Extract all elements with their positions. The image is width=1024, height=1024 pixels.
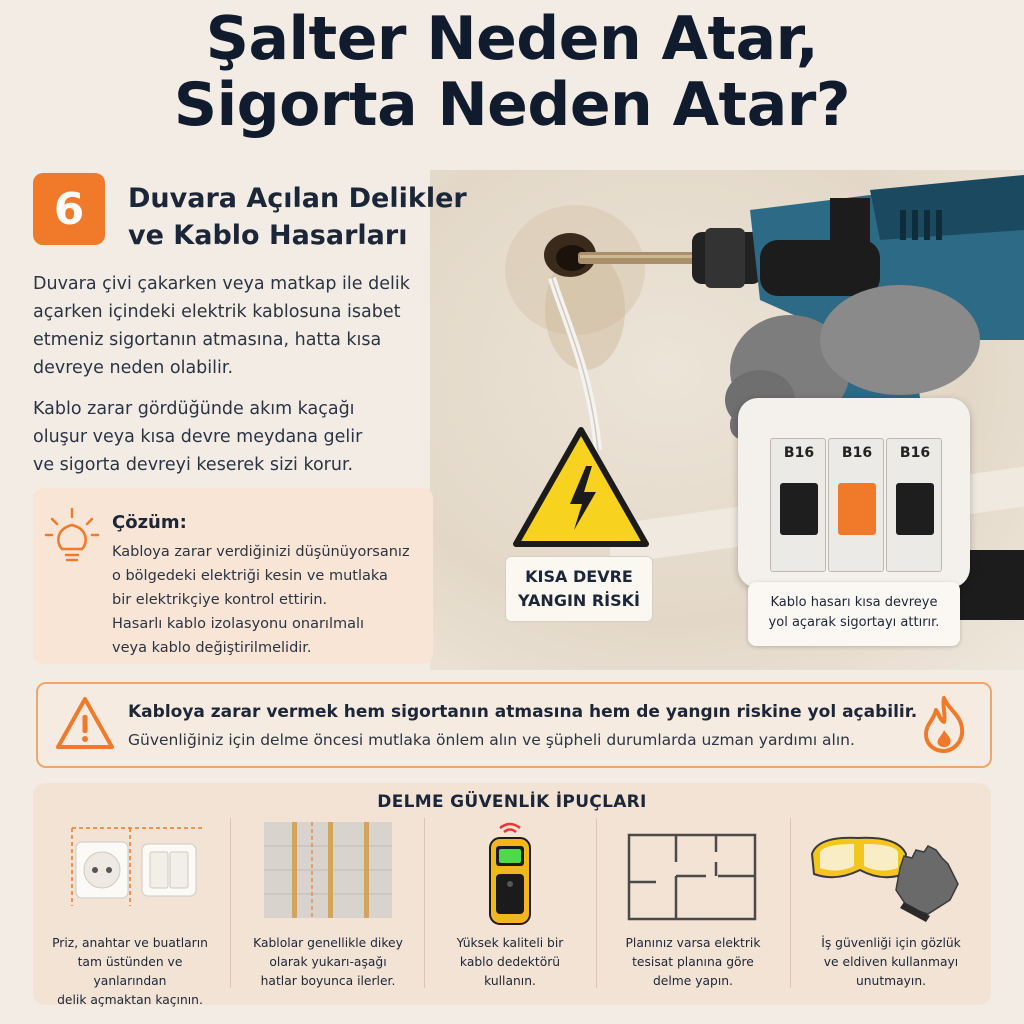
tip-line: kablo dedektörü bbox=[459, 955, 561, 969]
solution-line: Hasarlı kablo izolasyonu onarılmalı bbox=[112, 616, 365, 632]
tips-heading: DELME GÜVENLİK İPUÇLARI bbox=[377, 792, 647, 812]
breaker-1 bbox=[770, 438, 826, 572]
sign-line-1: KISA DEVRE bbox=[525, 567, 633, 586]
caption-line-2: yol açarak sigortayı attırır. bbox=[768, 615, 940, 630]
goggles-gloves-icon bbox=[808, 828, 968, 924]
caption-line-1: Kablo hasarı kısa devreye bbox=[770, 595, 938, 610]
tip-line: Kablolar genellikle dikey bbox=[253, 936, 403, 950]
second-paragraph bbox=[33, 395, 433, 479]
breaker-switch bbox=[896, 483, 934, 535]
tip-caption-1 bbox=[40, 934, 220, 1010]
section-number-badge: 6 bbox=[33, 173, 105, 245]
breaker-caption bbox=[748, 582, 960, 646]
tip-divider bbox=[230, 818, 231, 988]
cable-detector-icon bbox=[478, 818, 542, 928]
tip-line: hatlar boyunca ilerler. bbox=[260, 974, 396, 988]
paragraph-line: ve sigorta devreyi keserek sizi korur. bbox=[33, 455, 354, 475]
sign-line-2: YANGIN RİSKİ bbox=[517, 591, 641, 610]
tip-line: unutmayın. bbox=[855, 974, 927, 988]
paragraph-line: devreye neden olabilir. bbox=[33, 358, 234, 378]
breaker-label: B16 bbox=[899, 445, 931, 461]
tip-line: Planınız varsa elektrik bbox=[625, 936, 761, 950]
tip-line: kullanın. bbox=[484, 974, 536, 988]
lightbulb-icon bbox=[44, 505, 100, 569]
tip-divider bbox=[790, 818, 791, 988]
tip-caption-4 bbox=[603, 934, 783, 991]
tip-line: İş güvenliği için gözlük bbox=[821, 936, 961, 950]
socket-switch-icon bbox=[68, 820, 208, 910]
tip-line: delme yapın. bbox=[653, 974, 733, 988]
tip-line: tesisat planına göre bbox=[632, 955, 754, 969]
section-title bbox=[128, 180, 488, 254]
alert-box bbox=[36, 682, 992, 768]
solution-line: veya kablo değiştirilmelidir. bbox=[112, 640, 312, 656]
paragraph-line: Kablo zarar gördüğünde akım kaçağı bbox=[33, 399, 355, 419]
tip-caption-2 bbox=[238, 934, 418, 991]
tip-line: Priz, anahtar ve buatların bbox=[52, 936, 208, 950]
paragraph-line: etmeniz sigortanın atmasına, hatta kısa bbox=[33, 330, 382, 350]
solution-line: o bölgedeki elektriği kesin ve mutlaka bbox=[112, 568, 388, 584]
floor-plan-icon bbox=[626, 832, 758, 922]
page-title bbox=[0, 6, 1024, 138]
tip-line: tam üstünden ve yanlarından bbox=[77, 955, 183, 988]
breaker-label: B16 bbox=[841, 445, 873, 461]
solution-text bbox=[112, 540, 430, 660]
high-voltage-warning-icon bbox=[512, 426, 650, 550]
tip-line: ve eldiven kullanmayı bbox=[823, 955, 959, 969]
warning-triangle-icon bbox=[54, 695, 116, 751]
short-circuit-fire-risk-sign bbox=[505, 556, 653, 622]
solution-line: bir elektrikçiye kontrol ettirin. bbox=[112, 592, 328, 608]
title-line-1: Şalter Neden Atar, bbox=[205, 4, 819, 74]
wall-cables-icon bbox=[262, 820, 394, 920]
paragraph-line: açarken içindeki elektrik kablosuna isabet bbox=[33, 302, 401, 322]
breaker-2 bbox=[828, 438, 884, 572]
solution-title: Çözüm: bbox=[112, 512, 187, 533]
tip-line: Yüksek kaliteli bir bbox=[456, 936, 564, 950]
breaker-switch bbox=[780, 483, 818, 535]
solution-line: Kabloya zarar verdiğinizi düşünüyorsanız bbox=[112, 544, 410, 560]
breaker-3 bbox=[886, 438, 942, 572]
paragraph-line: Duvara çivi çakarken veya matkap ile delik bbox=[33, 274, 410, 294]
alert-headline: Kabloya zarar vermek hem sigortanın atmasına hem de yangın riskine yol açabilir. bbox=[128, 702, 918, 722]
section-title-line-1: Duvara Açılan Delikler bbox=[128, 183, 467, 214]
tip-caption-5 bbox=[793, 934, 989, 991]
tip-line: olarak yukarı-aşağı bbox=[269, 955, 387, 969]
paragraph-line: oluşur veya kısa devre meydana gelir bbox=[33, 427, 363, 447]
alert-text: Güvenliğiniz için delme öncesi mutlaka önlem alın ve şüpheli durumlarda uzman yardımı alın. bbox=[128, 731, 855, 749]
section-title-line-2: ve Kablo Hasarları bbox=[128, 220, 408, 251]
breaker-switch-tripped bbox=[838, 483, 876, 535]
intro-paragraph bbox=[33, 270, 433, 382]
breaker-label: B16 bbox=[783, 445, 815, 461]
tip-caption-3 bbox=[420, 934, 600, 991]
fire-icon bbox=[918, 694, 970, 754]
title-line-2: Sigorta Neden Atar? bbox=[173, 70, 851, 140]
tip-line: delik açmaktan kaçının. bbox=[57, 993, 203, 1007]
